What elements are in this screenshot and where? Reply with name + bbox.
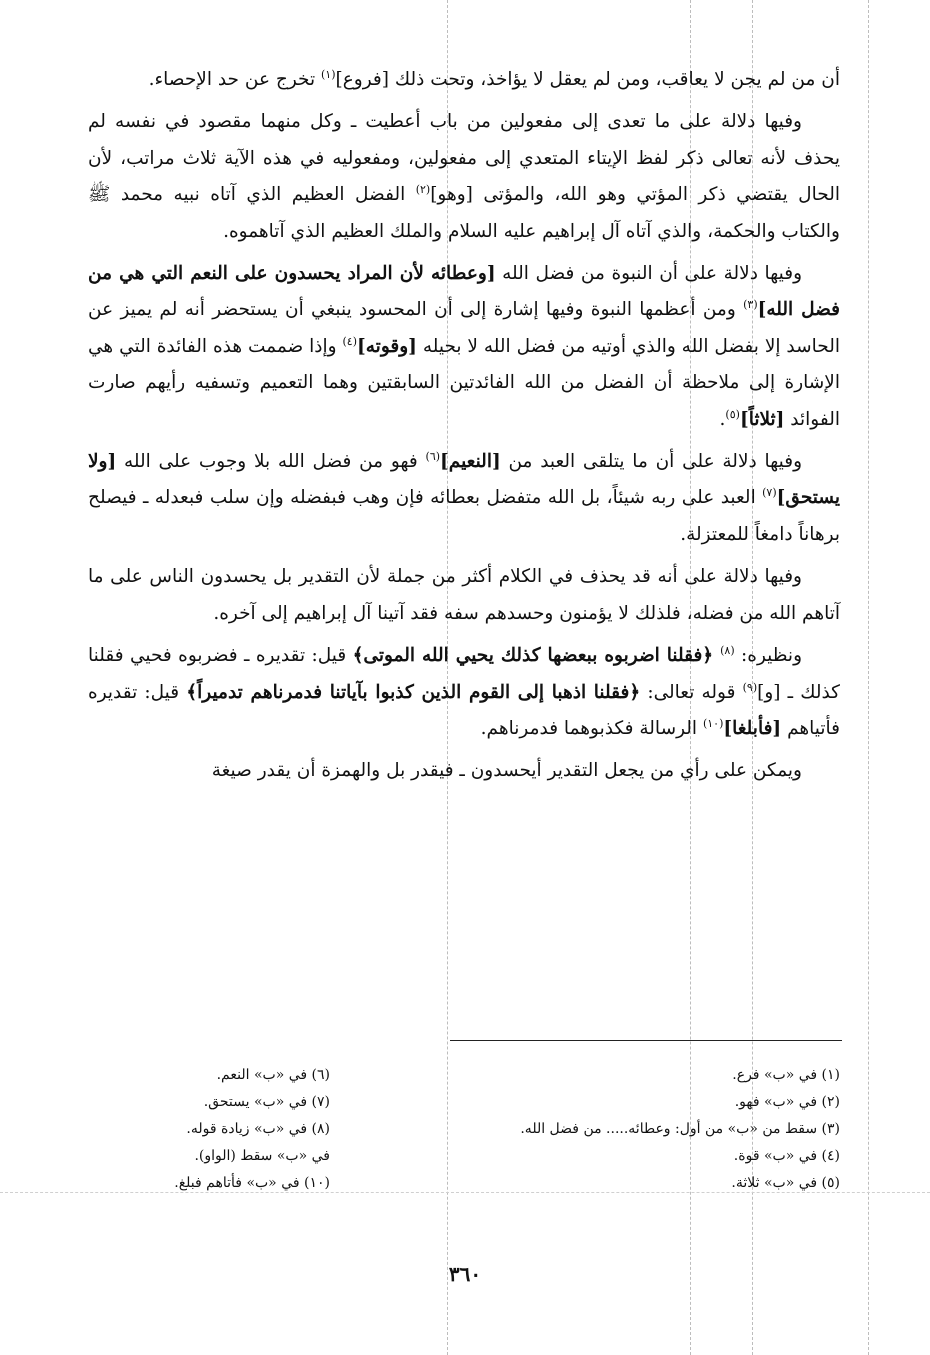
bold-insertion: [وقوته] <box>357 335 417 357</box>
footnote-item: في «ب» سقط (الواو). <box>194 1148 330 1164</box>
footnote-ref[interactable]: (٥) <box>725 407 740 421</box>
footnotes-right-column <box>370 1062 840 1197</box>
footnote-item: (٦) في «ب» النعم. <box>216 1067 330 1083</box>
main-text <box>88 62 840 796</box>
footnote-ref[interactable]: (٨) <box>720 643 735 657</box>
paragraph-5: وفيها دلالة على أنه قد يحذف في الكلام أكثر من جملة لأن التقدير بل يحسدون الناس على ما آتاهم الله من فضله، فلذلك لا يؤمنون وحسدهم سفه فقد آتينا آل إبراهيم إلى آخره. <box>88 566 840 624</box>
footnote-ref[interactable]: (٩) <box>742 680 758 694</box>
footnote-ref[interactable]: (١٠) <box>702 716 724 730</box>
bold-insertion: [فأبلغا] <box>723 717 782 739</box>
paragraph-6: ونظيره: $^{(٨)}$ ﴿فقلنا اضربوه ببعضها كذلك يحيي الله الموتى﴾ قيل: تقديره ـ فضربوه فحيي فقلنا كذلك ـ [و]$^{(٩)}$ قوله تعالى: ﴿فقلنا اذهبا إلى القوم الذين كذبوا بآياتنا فدمرناهم تدميراً﴾ قيل: تقديره فأتياهم [فأبلغا]$^{(١٠)}$ الرسالة فكذبوهما فدمرناهم. <box>88 643 840 739</box>
bold-insertion: [النعيم] <box>440 451 501 473</box>
bold-insertion: [وعطائه لأن المراد يحسدون على النعم التي هي من فضل الله] <box>88 263 840 321</box>
footnote-ref[interactable]: (٣) <box>743 298 758 312</box>
paragraph-1: أن من لم يجن لا يعاقب، ومن لم يعقل لا يؤاخذ، وتحت ذلك [فروع]$^{(١)}$ تخرج عن حد الإحصاء. <box>148 67 840 90</box>
footnote-item: (٧) في «ب» يستحق. <box>203 1094 330 1110</box>
footnote-item: (٤) في «ب» قوة. <box>733 1148 840 1164</box>
bold-insertion: [ثلاثاً] <box>739 408 785 430</box>
footnote-separator <box>450 1040 842 1041</box>
paragraph-7: ويمكن على رأي من يجعل التقدير أيحسدون ـ فيقدر بل والهمزة أن يقدر صيغة <box>211 760 802 782</box>
paragraph-2: وفيها دلالة على ما تعدى إلى مفعولين من باب أعطيت ـ وكل منهما مقصود في نفسه لم يحذف لأنه تعالى ذكر لفظ الإيتاء المتعدي إلى مفعولين، ومفعوليه في هذه الآية ثلاث مراتب، لأن الحال يقتضي ذكر المؤتي وهو الله، والمؤتى [وهو]$^{(٢)}$ الفضل العظيم الذي آتاه نبيه محمد ﷺ والكتاب والحكمة، والذي آتاه آل إبراهيم عليه السلام والملك العظيم الذي آتاهموه. <box>88 111 840 242</box>
page-number: ٣٦٠ <box>448 1262 482 1286</box>
footnote-ref[interactable]: (٤) <box>342 334 358 348</box>
footnote-item: (٨) في «ب» زيادة قوله. <box>186 1121 330 1137</box>
footnote-ref[interactable]: (٢) <box>415 183 431 197</box>
footnote-ref[interactable]: (١) <box>321 67 336 81</box>
footnote-ref[interactable]: (٧) <box>762 486 777 500</box>
scan-guide-line <box>868 0 869 1355</box>
footnote-item: (١٠) في «ب» فأتاهم فبلغ. <box>174 1175 330 1191</box>
footnote-item: (١) في «ب» فرع. <box>732 1067 840 1083</box>
footnotes-left-column <box>100 1062 330 1197</box>
footnote-item: (٣) سقط من «ب» من أول: وعطائه..... من فضل الله. <box>520 1121 840 1137</box>
bold-insertion: [ولا يستحق] <box>88 451 840 509</box>
footnote-item: (٥) في «ب» ثلاثة. <box>731 1175 840 1191</box>
footnote-item: (٢) في «ب» فهو. <box>734 1094 840 1110</box>
quran-quote: ﴿فقلنا اضربوه ببعضها كذلك يحيي الله الموتى﴾ <box>352 645 721 667</box>
quran-quote: ﴿فقلنا اذهبا إلى القوم الذين كذبوا بآياتنا فدمرناهم تدميراً﴾ <box>186 681 641 703</box>
paragraph-4: وفيها دلالة على أن ما يتلقى العبد من [النعيم]$^{(٦)}$ فهو من فضل الله بلا وجوب على الله [ولا يستحق]$^{(٧)}$ العبد على ربه شيئاً، بل الله متفضل بعطائه فإن وهب فبفضله وإن سلب فبعدله ـ فيصلح برهاناً دامغاً للمعتزلة. <box>88 449 840 545</box>
paragraph-3: وفيها دلالة على أن النبوة من فضل الله [وعطائه لأن المراد يحسدون على النعم التي هي من فضل الله]$^{(٣)}$ ومن أعظمها النبوة وفيها إشارة إلى أن المحسود ينبغي أن يستحضر أنه لم يميز عن الحاسد إلا بفضل الله والذي أوتيه من فضل الله لا بحيله [وقوته]$^{(٤)}$ وإذا ضممت هذه الفائدة التي هي الإشارة إلى ملاحظة أن الفضل من الله الفائدتين السابقتين وهما التعميم وتسفيه رأيهم صارت الفوائد [ثلاثاً]$^{(٥)}$. <box>88 263 840 430</box>
footnote-ref[interactable]: (٦) <box>425 449 441 463</box>
